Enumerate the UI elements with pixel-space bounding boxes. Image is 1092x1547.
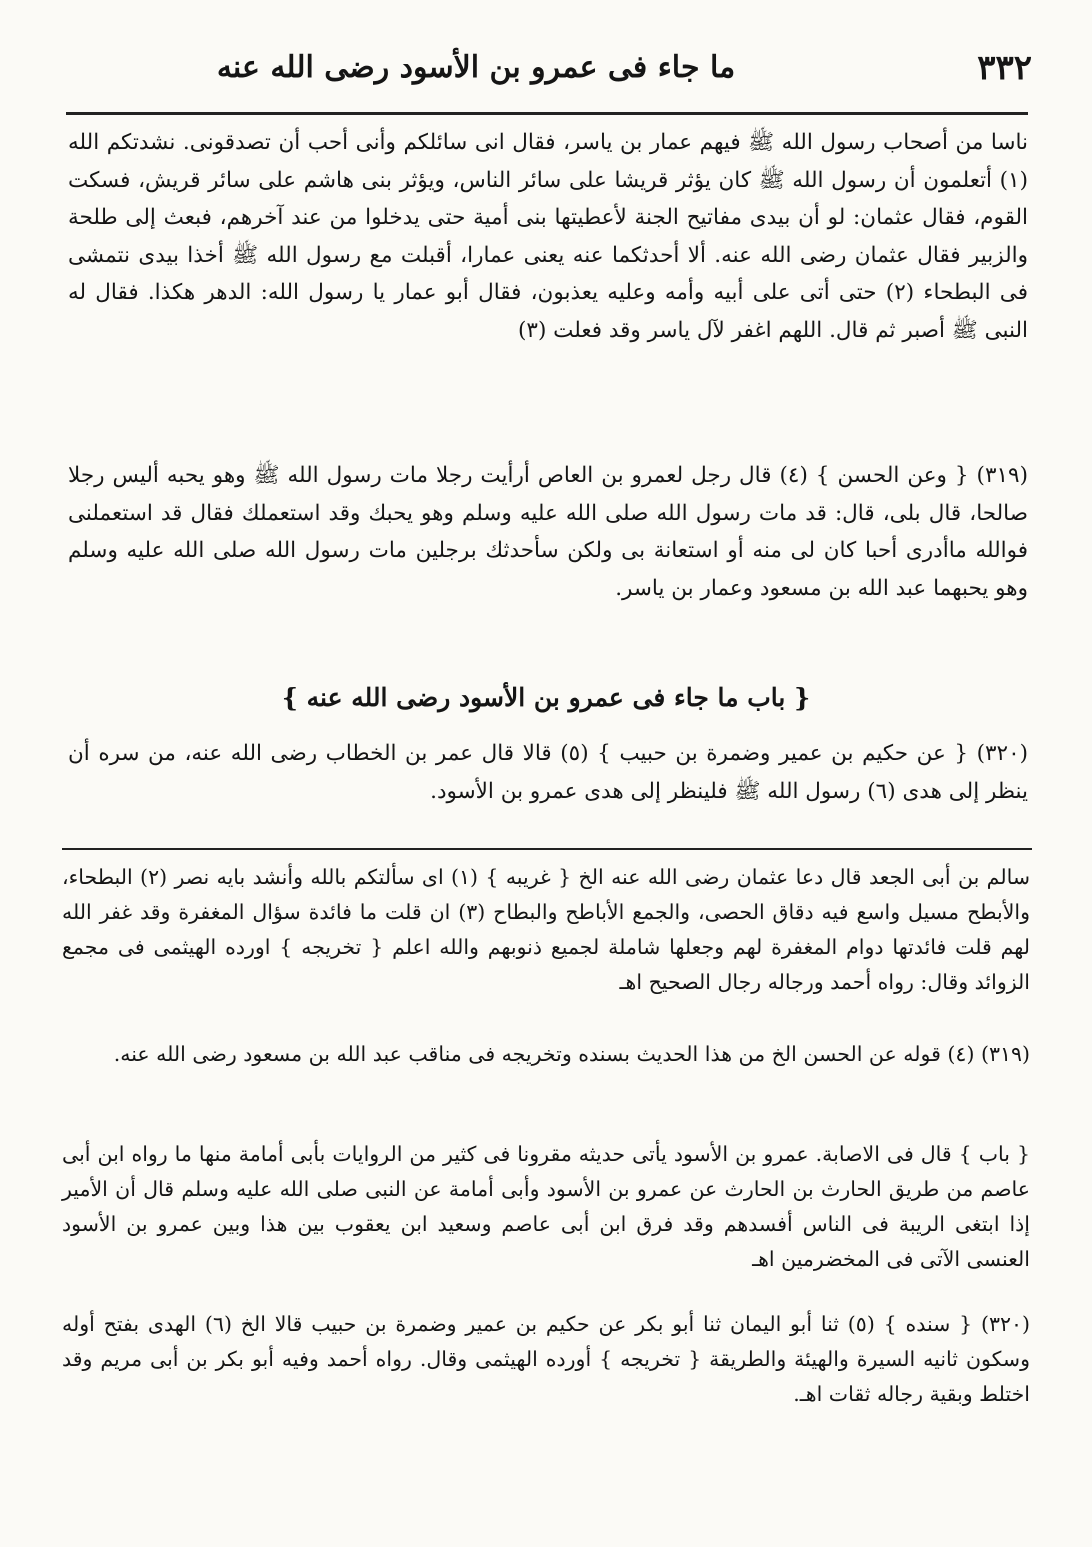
- footnote-block-1: [62, 860, 1030, 1000]
- footnote-block-2: [62, 1037, 1030, 1072]
- header-rule: [66, 112, 1028, 115]
- body-paragraph-1: [68, 124, 1028, 349]
- paragraph-text: (٣١٩) { وعن الحسن } (٤) قال رجل لعمرو بن العاص أرأيت رجلا مات رسول الله ﷺ وهو يحبه أليس رجلا صالحا، قال بلى، قال: قد مات رسول الله صلى الله عليه وسلم وهو يحبك وقد استعملك فقال قد استعملنى فوالله ماأدرى أحبا كان لى منه أو استعانة بى ولكن سأحدثك برجلين مات رسول الله صلى الله عليه وسلم وهو يحبهما عبد الله بن مسعود وعمار بن ياسر.: [68, 463, 1028, 601]
- footnote-text: سالم بن أبى الجعد قال دعا عثمان رضى الله عنه الخ { غريبه } (١) اى سألتكم بالله وأنشد بايه نصر (٢) البطحاء، والأبطح مسيل واسع فيه دقاق الحصى، والجمع الأباطح والبطاح (٣) ان قلت ما فائدة سؤال المغفرة وقد غفر الله لهم قلت فائدتها دوام المغفرة لهم وجعلها شاملة لجميع ذنوبهم والله اعلم { تخريجه } اورده الهيثمى فى مجمع الزوائد وقال: رواه أحمد ورجاله رجال الصحيح اهـ: [62, 865, 1030, 994]
- footnote-block-3: [62, 1137, 1030, 1277]
- footnote-separator: [62, 848, 1032, 850]
- paragraph-text: (٣٢٠) { عن حكيم بن عمير وضمرة بن حبيب } (٥) قالا قال عمر بن الخطاب رضى الله عنه، من سره أن ينظر إلى هدى (٦) رسول الله ﷺ فلينظر إلى هدى عمرو بن الأسود.: [68, 741, 1029, 804]
- footnote-block-4: [62, 1307, 1030, 1412]
- footnote-text: (٣٢٠) { سنده } (٥) ثنا أبو اليمان ثنا أبو بكر عن حكيم بن عمير وضمرة بن حبيب قالا الخ (٦) الهدى بفتح أوله وسكون ثانيه السيرة والهيئة والطريقة { تخريجه } أورده الهيثمى وقال. رواه أحمد وفيه أبو بكر بن أبى مريم وقد اختلط وبقية رجاله ثقات اهـ.: [62, 1312, 1031, 1406]
- page-header: [60, 40, 1032, 110]
- page-number: ٣٣٢: [977, 48, 1032, 88]
- footnote-text: { باب } قال فى الاصابة. عمرو بن الأسود يأتى حديثه مقرونا فى كثير من الروايات بأبى أمامة منها ما رواه ابن أبى عاصم من طريق الحارث بن الحارث عن عمرو بن الأسود وأبى أمامة عن النبى صلى الله عليه وسلم قال أن الأمير إذا ابتغى الريبة فى الناس أفسدهم وقد فرق ابن أبى عاصم وسعيد ابن يعقوب بين هذا وبين عمرو بن الأسود العنسى الآتى فى المخضرمين اهـ: [62, 1142, 1030, 1271]
- chapter-heading: { باب ما جاء فى عمرو بن الأسود رضى الله عنه }: [281, 683, 811, 712]
- hadith-320: [68, 735, 1028, 810]
- running-title: ما جاء فى عمرو بن الأسود رضى الله عنه: [216, 50, 736, 85]
- hadith-319: [68, 457, 1028, 607]
- paragraph-text: ناسا من أصحاب رسول الله ﷺ فيهم عمار بن ياسر، فقال انى سائلكم وأنى أحب أن تصدقونى. نشدتكم الله (١) أتعلمون أن رسول الله ﷺ كان يؤثر قريشا على سائر الناس، ويؤثر بنى هاشم على سائر قريش، فسكت القوم، فقال عثمان: لو أن بيدى مفاتيح الجنة لأعطيتها بنى أمية حتى يدخلوا من عند آخرهم، فبعث إلى طلحة والزبير فقال عثمان رضى الله عنه. ألا أحدثكما عنه يعنى عمارا، أقبلت مع رسول الله ﷺ أخذا بيدى نتمشى فى البطحاء (٢) حتى أتى على أبيه وأمه وعليه يعذبون، فقال أبو عمار يا رسول الله: الدهر هكذا. فقال له النبى ﷺ أصبر ثم قال. اللهم اغفر لآل ياسر وقد فعلت (٣): [68, 130, 1028, 343]
- footnote-text: (٣١٩) (٤) قوله عن الحسن الخ من هذا الحديث بسنده وتخريجه فى مناقب عبد الله بن مسعود رضى الله عنه.: [113, 1042, 1030, 1066]
